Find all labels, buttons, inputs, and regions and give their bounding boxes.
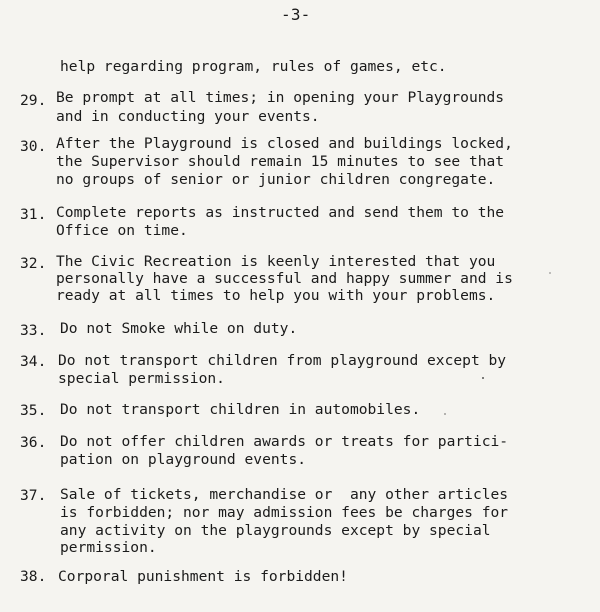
intro-line: help regarding program, rules of games, etc.: [60, 58, 447, 75]
item-38-number: 38.: [20, 568, 47, 585]
item-32-line-1: The Civic Recreation is keenly interested that you: [56, 253, 496, 270]
item-29-line-1: Be prompt at all times; in opening your Playgrounds: [56, 89, 505, 106]
item-35-number: 35.: [20, 402, 47, 419]
item-36-line-2: pation on playground events.: [60, 451, 307, 468]
item-38-line-1: Corporal punishment is forbidden!: [58, 568, 348, 585]
item-31-line-2: Office on time.: [56, 222, 188, 239]
item-32-line-3: ready at all times to help you with your problems.: [56, 287, 496, 304]
ink-speck: [444, 413, 446, 415]
item-30-number: 30.: [20, 138, 47, 155]
item-30-line-3: no groups of senior or junior children congregate.: [56, 171, 496, 188]
item-29-line-2: and in conducting your events.: [56, 108, 320, 125]
item-34-line-2: special permission.: [58, 370, 225, 387]
item-36-line-1: Do not offer children awards or treats for partici-: [60, 433, 509, 450]
item-30-line-2: the Supervisor should remain 15 minutes to see that: [56, 153, 505, 170]
item-36-number: 36.: [20, 434, 47, 451]
item-37-number: 37.: [20, 487, 47, 504]
item-35-line-1: Do not transport children in automobiles.: [60, 401, 421, 418]
item-30-line-1: After the Playground is closed and buildings locked,: [56, 135, 513, 152]
item-37-line-1: Sale of tickets, merchandise or any other articles: [60, 486, 509, 503]
ink-speck: [549, 272, 551, 274]
item-34-line-1: Do not transport children from playground except by: [58, 352, 507, 369]
item-31-number: 31.: [20, 206, 47, 223]
item-33-number: 33.: [20, 322, 47, 339]
item-32-line-2: personally have a successful and happy summer and is: [56, 270, 513, 287]
item-32-number: 32.: [20, 255, 47, 272]
ink-speck: [482, 377, 484, 379]
item-37-line-2: is forbidden; nor may admission fees be charges for: [60, 504, 509, 521]
page-number: -3-: [281, 5, 311, 24]
item-34-number: 34.: [20, 353, 47, 370]
item-31-line-1: Complete reports as instructed and send them to the: [56, 204, 505, 221]
item-37-line-4: permission.: [60, 539, 157, 556]
item-37-line-3: any activity on the playgrounds except by special: [60, 522, 491, 539]
item-29-number: 29.: [20, 92, 47, 109]
item-33-line-1: Do not Smoke while on duty.: [60, 320, 298, 337]
